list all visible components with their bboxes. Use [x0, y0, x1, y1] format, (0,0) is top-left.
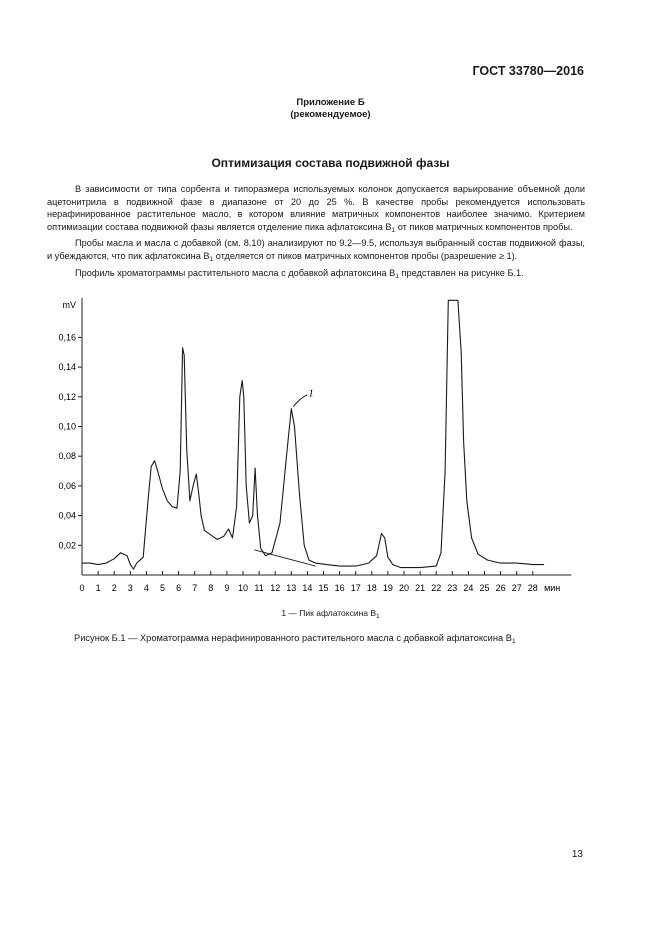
chromatogram-trace: [82, 300, 544, 569]
chart-ticks: [58, 332, 537, 593]
annotation-leader-line: [293, 395, 307, 407]
x-tick-label: 26: [495, 583, 506, 593]
x-tick-label: 23: [447, 583, 458, 593]
paragraph-3: Профиль хроматограммы растительного масла с добавкой афлатоксина $B_1$ представлен на рисунке Б.1.: [75, 267, 524, 280]
appendix-status: (рекомендуемое): [290, 109, 371, 120]
x-tick-label: 3: [127, 583, 133, 593]
x-tick-label: 22: [431, 583, 442, 593]
x-tick-label: 8: [208, 583, 214, 593]
paragraph-1: В зависимости от типа сорбента и типоразмера используемых колонок допускается варьирование объемной доли ацетонитрила в подвижной фазе в диапазоне от 20 до 25 %. В качестве пробы рекомендуется использовать нерафинированное растительное масло, в котором влияние матричных компонентов наиболее значимо. Критерием оптимизации состава подвижной фазы является отделение пика афлатоксина $B_1$ от пиков матричных компонентов пробы.: [47, 184, 585, 234]
paragraph-2: Пробы масла и масла с добавкой (см. 8.10) анализируют по 9.2—9.5, используя выбранный состав подвижной фазы, и убеждаются, что пик афлатоксина $B_1$ отделяется от пиков матричных компонентов пробы (разрешение ≥ 1).: [47, 238, 585, 263]
x-tick-label: 15: [318, 583, 329, 593]
annotation-label: 1: [308, 387, 314, 400]
x-tick-label: 4: [143, 583, 149, 593]
x-tick-label: 6: [176, 583, 182, 593]
y-tick-label: 0,10: [58, 421, 76, 432]
y-tick-label: 0,08: [58, 451, 76, 462]
x-tick-label: 27: [511, 583, 522, 593]
section-title: Оптимизация состава подвижной фазы: [211, 156, 450, 170]
x-tick-label: 5: [159, 583, 166, 593]
body-text: [47, 183, 585, 283]
page-number: 13: [571, 849, 583, 860]
chart-series: [82, 300, 544, 569]
x-tick-label: 0: [79, 583, 85, 593]
y-tick-label: 0,12: [58, 391, 76, 402]
x-tick-label: 7: [192, 583, 198, 593]
x-tick-label: 11: [254, 583, 264, 593]
figure-legend: 1 — Пик афлатоксина $B_1$: [281, 608, 380, 620]
y-tick-label: 0,16: [58, 332, 76, 343]
x-tick-label: 18: [366, 583, 377, 593]
x-tick-label: 12: [270, 583, 281, 593]
figure-caption: Рисунок Б.1 — Хроматограмма нерафинированного растительного масла с добавкой афлатоксина $B_1$: [74, 633, 516, 645]
y-tick-label: 0,04: [58, 510, 76, 521]
x-tick-label: 9: [224, 583, 230, 593]
x-tick-label: 28: [527, 583, 538, 593]
x-tick-label: 17: [350, 583, 361, 593]
x-axis-label: мин: [544, 583, 561, 593]
x-tick-label: 20: [398, 583, 410, 593]
document-code: ГОСТ 33780—2016: [472, 64, 584, 78]
y-axis-label: mV: [62, 300, 76, 310]
chart-annotations: [293, 388, 314, 407]
chart-axes: [63, 298, 572, 593]
y-tick-label: 0,02: [58, 540, 76, 551]
x-tick-label: 16: [334, 583, 345, 593]
appendix-title: Приложение Б: [296, 97, 365, 108]
x-tick-label: 24: [463, 583, 474, 593]
x-tick-label: 2: [111, 583, 117, 593]
x-tick-label: 21: [415, 583, 426, 593]
chromatogram-chart: [50, 290, 590, 602]
x-tick-label: 25: [479, 583, 490, 593]
y-tick-label: 0,06: [58, 480, 76, 491]
x-tick-label: 13: [286, 583, 297, 593]
x-tick-label: 1: [95, 583, 101, 593]
x-tick-label: 10: [237, 583, 249, 593]
x-tick-label: 14: [302, 583, 313, 593]
x-tick-label: 19: [382, 583, 393, 593]
y-tick-label: 0,14: [58, 362, 76, 373]
